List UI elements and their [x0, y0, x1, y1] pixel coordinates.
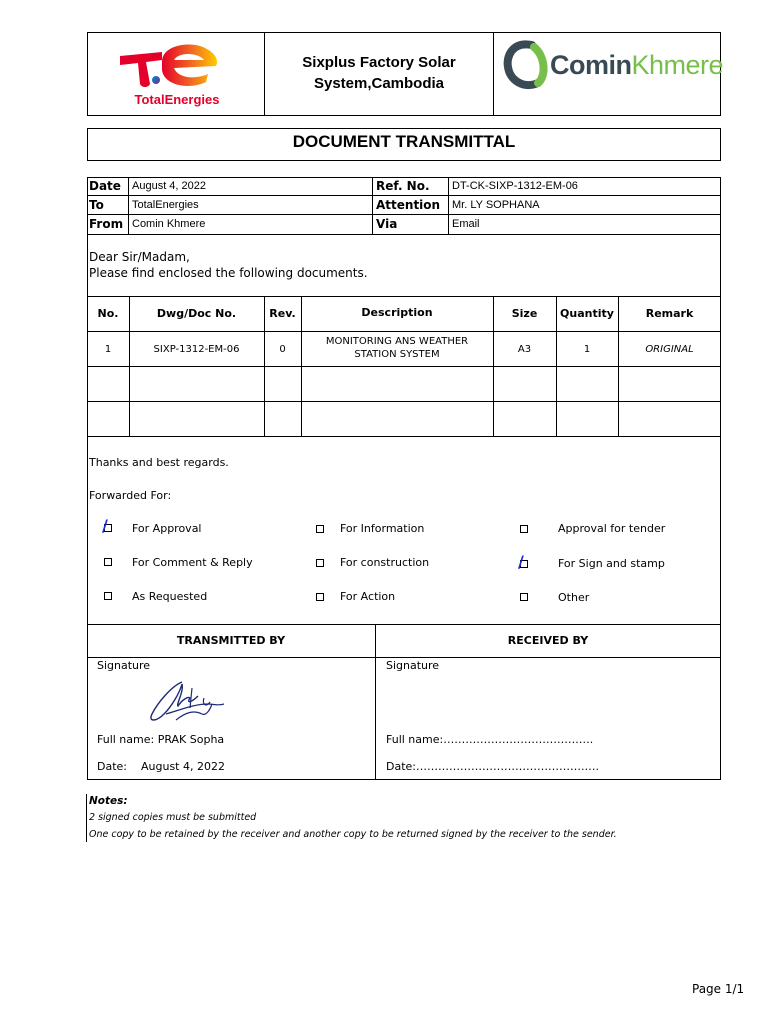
- from-label: From: [89, 217, 124, 231]
- totalenergies-logo-text: TotalEnergies: [134, 92, 220, 107]
- row1-rev: 0: [279, 344, 286, 355]
- handwritten-signature: [146, 674, 230, 730]
- checkbox-approval-for-tender[interactable]: [520, 525, 528, 533]
- to-value: TotalEnergies: [132, 199, 199, 211]
- col-header-description: Description: [361, 306, 433, 319]
- option-other: Other: [558, 591, 590, 604]
- via-label: Via: [376, 217, 398, 231]
- checkbox-for-construction[interactable]: [316, 559, 324, 567]
- transmitted-date-value: August 4, 2022: [141, 760, 225, 773]
- check-mark-icon: /: [518, 552, 524, 571]
- totalenergies-logo-icon: [116, 40, 236, 96]
- attention-label: Attention: [376, 198, 441, 212]
- row1-remark: ORIGINAL: [645, 344, 694, 355]
- document-title: DOCUMENT TRANSMITTAL: [292, 132, 516, 151]
- check-mark-icon: /: [102, 516, 108, 535]
- transmitted-signature-label: Signature: [97, 659, 151, 672]
- col-header-no: No.: [97, 307, 119, 320]
- via-value: Email: [452, 218, 480, 230]
- row1-size: A3: [517, 344, 532, 355]
- notes-line-2: One copy to be retained by the receiver and another copy to be returned signed by the receiver to the sender.: [89, 829, 617, 840]
- col-header-quantity: Quantity: [560, 307, 614, 320]
- option-as-requested: As Requested: [132, 590, 208, 603]
- checkbox-as-requested[interactable]: [104, 592, 112, 600]
- transmitted-fullname: Full name: PRAK Sopha: [97, 733, 225, 746]
- col-header-doc-no: Dwg/Doc No.: [156, 307, 237, 320]
- forwarded-label: Forwarded For:: [89, 489, 172, 502]
- attention-value: Mr. LY SOPHANA: [452, 199, 540, 211]
- notes-line-1: 2 signed copies must be submitted: [89, 812, 257, 823]
- cominkhmere-logo-text: CominKhmere: [550, 50, 724, 80]
- option-approval-for-tender: Approval for tender: [558, 522, 666, 535]
- col-header-size: Size: [511, 307, 538, 320]
- received-by-title: RECEIVED BY: [507, 634, 589, 647]
- checkbox-for-action[interactable]: [316, 593, 324, 601]
- date-value: August 4, 2022: [132, 180, 207, 192]
- checkbox-for-comment-reply[interactable]: [104, 558, 112, 566]
- salutation: Dear Sir/Madam,: [89, 250, 190, 264]
- checkbox-other[interactable]: [520, 593, 528, 601]
- cominkhmere-logo-icon: [502, 37, 548, 97]
- intro-text: Please find enclosed the following documents.: [89, 266, 368, 280]
- project-title: Sixplus Factory Solar System,Cambodia: [302, 54, 456, 92]
- transmitted-by-title: TRANSMITTED BY: [176, 634, 286, 647]
- checkbox-for-information[interactable]: [316, 525, 324, 533]
- date-label: Date: [89, 179, 121, 193]
- option-for-approval: For Approval: [132, 522, 202, 535]
- option-for-action: For Action: [340, 590, 396, 603]
- received-date: Date:……………………………………….….: [386, 760, 599, 773]
- ref-value: DT-CK-SIXP-1312-EM-06: [452, 180, 578, 192]
- option-for-information: For Information: [340, 522, 425, 535]
- col-header-remark: Remark: [645, 307, 694, 320]
- notes-title: Notes:: [89, 795, 128, 807]
- from-value: Comin Khmere: [132, 218, 206, 230]
- col-header-rev: Rev.: [269, 307, 296, 320]
- received-fullname: Full name:……………………………….….: [386, 733, 594, 746]
- option-for-construction: For construction: [340, 556, 430, 569]
- to-label: To: [89, 198, 104, 212]
- page-number: Page 1/1: [692, 982, 745, 996]
- transmitted-date-label: Date:: [97, 760, 127, 773]
- row1-no: 1: [104, 344, 112, 355]
- option-for-comment-reply: For Comment & Reply: [132, 556, 253, 569]
- row1-description-line1: MONITORING ANS WEATHER: [325, 336, 469, 347]
- row1-quantity: 1: [583, 344, 591, 355]
- closing-text: Thanks and best regards.: [89, 456, 229, 469]
- option-for-sign-and-stamp: For Sign and stamp: [558, 557, 665, 570]
- received-signature-label: Signature: [386, 659, 440, 672]
- row1-doc-no: SIXP-1312-EM-06: [153, 344, 240, 355]
- row1-description-line2: STATION SYSTEM: [354, 349, 440, 360]
- ref-label: Ref. No.: [376, 179, 430, 193]
